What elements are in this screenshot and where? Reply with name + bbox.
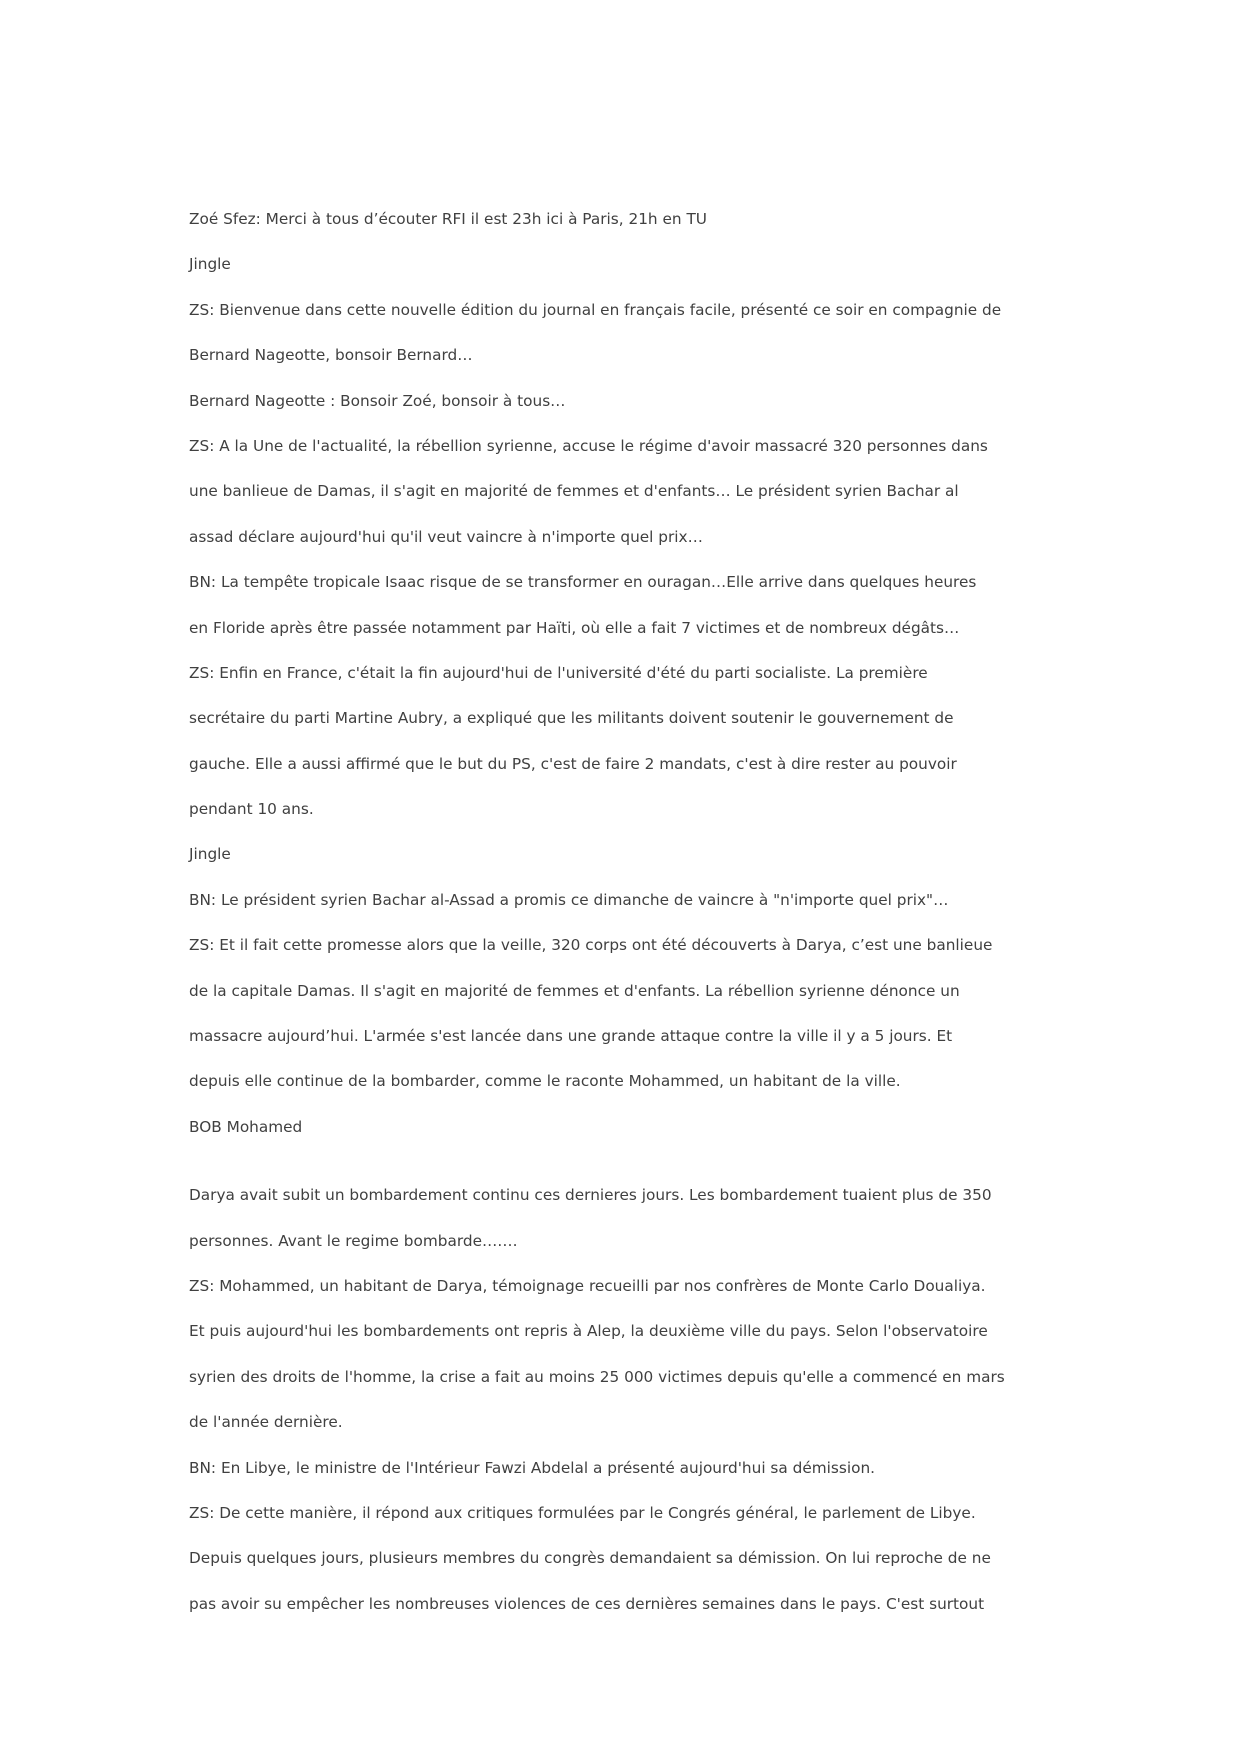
transcript-line: depuis elle continue de la bombarder, comme le raconte Mohammed, un habitant de la ville.	[189, 1072, 901, 1091]
transcript-line: de l'année dernière.	[189, 1413, 343, 1432]
transcript-block-1	[189, 197, 1069, 1150]
transcript-line: ZS: Et il fait cette promesse alors que la veille, 320 corps ont été découverts à Darya, c’est une banlieue	[189, 936, 993, 955]
transcript-block-2	[189, 1173, 1069, 1627]
transcript-line: BN: Le président syrien Bachar al-Assad a promis ce dimanche de vaincre à "n'importe quel prix"…	[189, 890, 949, 909]
transcript-line: personnes. Avant le regime bombarde…….	[189, 1231, 518, 1250]
transcript-line: Zoé Sfez: Merci à tous d’écouter RFI il est 23h ici à Paris, 21h en TU	[189, 210, 707, 228]
transcript-line: une banlieue de Damas, il s'agit en majorité de femmes et d'enfants… Le président syrien Bachar al	[189, 482, 959, 501]
transcript-line: ZS: Mohammed, un habitant de Darya, témoignage recueilli par nos confrères de Monte Carlo Doualiya.	[189, 1276, 986, 1295]
transcript-line: ZS: Enfin en France, c'était la fin aujourd'hui de l'université d'été du parti socialiste. La première	[189, 663, 928, 682]
blank-line	[189, 1150, 1069, 1173]
transcript-line: Jingle	[189, 255, 231, 274]
transcript-line: pas avoir su empêcher les nombreuses violences de ces dernières semaines dans le pays. C'est surtout	[189, 1594, 985, 1613]
transcript-line: massacre aujourd’hui. L'armée s'est lancée dans une grande attaque contre la ville il y a 5 jours. Et	[189, 1027, 953, 1046]
transcript-line: Bernard Nageotte : Bonsoir Zoé, bonsoir à tous…	[189, 391, 566, 410]
transcript-line: BN: En Libye, le ministre de l'Intérieur Fawzi Abdelal a présenté aujourd'hui sa démission.	[189, 1458, 876, 1477]
transcript-line: secrétaire du parti Martine Aubry, a expliqué que les militants doivent soutenir le gouvernement de	[189, 709, 954, 728]
transcript-line: de la capitale Damas. Il s'agit en majorité de femmes et d'enfants. La rébellion syrienne dénonce un	[189, 981, 960, 1000]
transcript-line: ZS: Bienvenue dans cette nouvelle édition du journal en français facile, présenté ce soir en compagnie de	[189, 300, 1002, 319]
transcript-line: BN: La tempête tropicale Isaac risque de se transformer en ouragan…Elle arrive dans quelques heures	[189, 573, 977, 592]
transcript-line: Darya avait subit un bombardement continu ces dernieres jours. Les bombardement tuaient plus de 350	[189, 1186, 992, 1205]
transcript-line: syrien des droits de l'homme, la crise a fait au moins 25 000 victimes depuis qu'elle a commencé en mars	[189, 1367, 1005, 1386]
transcript-line: Jingle	[189, 845, 231, 864]
transcript-line: en Floride après être passée notamment par Haïti, où elle a fait 7 victimes et de nombreux dégâts…	[189, 618, 960, 637]
transcript-line: ZS: A la Une de l'actualité, la rébellion syrienne, accuse le régime d'avoir massacré 320 personnes dans	[189, 436, 988, 455]
transcript-line: Bernard Nageotte, bonsoir Bernard…	[189, 346, 473, 365]
transcript-line: pendant 10 ans.	[189, 800, 314, 819]
transcript-line: ZS: De cette manière, il répond aux critiques formulées par le Congrés général, le parlement de Libye.	[189, 1503, 976, 1522]
transcript-line: gauche. Elle a aussi affirmé que le but du PS, c'est de faire 2 mandats, c'est à dire rester au pouvoir	[189, 754, 957, 773]
transcript-page	[189, 197, 1069, 1627]
transcript-line: Depuis quelques jours, plusieurs membres du congrès demandaient sa démission. On lui reproche de ne	[189, 1549, 991, 1568]
transcript-line: BOB Mohamed	[189, 1117, 303, 1136]
transcript-line: assad déclare aujourd'hui qu'il veut vaincre à n'importe quel prix…	[189, 527, 703, 546]
transcript-line: Et puis aujourd'hui les bombardements ont repris à Alep, la deuxième ville du pays. Selon l'observatoire	[189, 1322, 988, 1341]
